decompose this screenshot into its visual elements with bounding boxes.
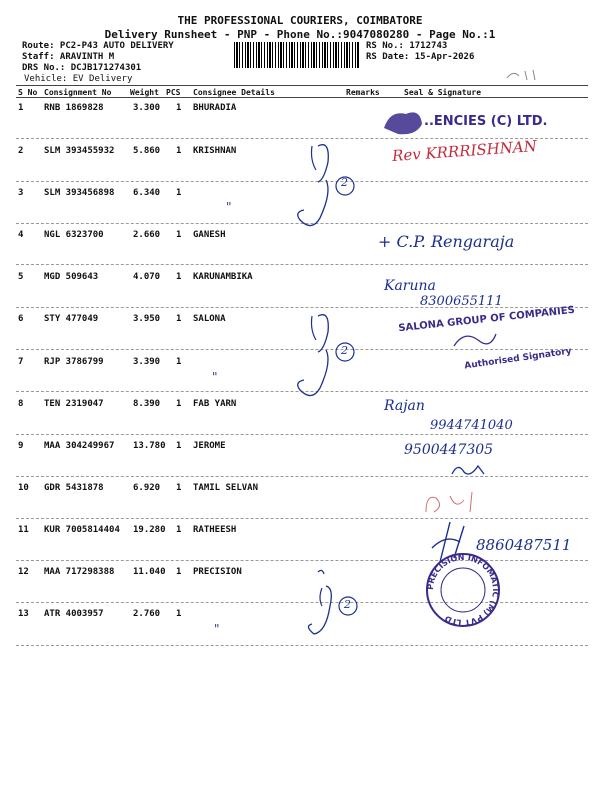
row-weight: 2.760 <box>133 609 161 619</box>
row-sno: 10 <box>18 483 29 493</box>
row-consignment: RJP 3786799 <box>44 357 104 367</box>
row-consignment: MAA 717298388 <box>44 567 115 577</box>
col-pcs: PCS <box>166 88 181 97</box>
row-weight: 2.660 <box>133 230 161 240</box>
row-pcs: 1 <box>176 483 182 493</box>
route-label: Route: PC2-P43 AUTO DELIVERY <box>22 41 174 51</box>
row-sno: 5 <box>18 272 24 282</box>
row-consignment: RNB 1869828 <box>44 103 104 113</box>
row-weight: 13.780 <box>133 441 166 451</box>
row-sno: 2 <box>18 146 24 156</box>
row-consignee: TAMIL SELVAN <box>193 483 259 493</box>
row-weight: 6.340 <box>133 188 161 198</box>
signature-row2: Rev KRRRISHNAN <box>391 136 538 166</box>
row-consignment: NGL 6323700 <box>44 230 104 240</box>
vehicle-label: Vehicle: EV Delivery <box>24 74 133 84</box>
row-consignee: RATHEESH <box>193 525 237 535</box>
row-consignee: BHURADIA <box>193 103 237 113</box>
row-consignment: SLM 393456898 <box>44 188 115 198</box>
row-sno: 11 <box>18 525 29 535</box>
row-consignment: MGD 509643 <box>44 272 99 282</box>
salona-stamp: SALONA GROUP OF COMPANIES <box>397 304 576 335</box>
row-consignee: GANESH <box>193 230 226 240</box>
row-weight: 3.950 <box>133 314 161 324</box>
row-weight: 5.860 <box>133 146 161 156</box>
rs-date: RS Date: 15-Apr-2026 <box>366 52 475 62</box>
col-weight: Weight <box>130 88 159 97</box>
signature-row10 <box>420 486 500 522</box>
row-pcs: 1 <box>176 272 182 282</box>
row-consignment: TEN 2319047 <box>44 399 104 409</box>
row-consignee: PRECISION <box>193 567 242 577</box>
row-weight: 4.070 <box>133 272 161 282</box>
precision-stamp-text: PRECISION INFOMATIC (M) PVT LTD <box>425 552 501 628</box>
table-top-rule <box>16 85 588 86</box>
col-sno: S No <box>18 88 38 97</box>
row-pcs: 1 <box>176 188 182 198</box>
row-pcs: 1 <box>176 146 182 156</box>
ditto-mark-row7: " <box>212 370 218 384</box>
row-weight: 8.390 <box>133 399 161 409</box>
col-remarks: Remarks <box>346 88 380 97</box>
signature-row9-phone: 9500447305 <box>404 442 494 458</box>
row-pcs: 1 <box>176 525 182 535</box>
row-sno: 9 <box>18 441 24 451</box>
row-sno: 12 <box>18 567 29 577</box>
table-header-rule <box>16 97 588 98</box>
stamp-row1-text: ..ENCIES (C) LTD. <box>424 114 548 129</box>
row-sno: 13 <box>18 609 29 619</box>
row-weight: 3.300 <box>133 103 161 113</box>
circled-number-row2: 2 <box>341 176 348 189</box>
row-sno: 1 <box>18 103 24 113</box>
agent-signature-rows12-13 <box>300 566 370 650</box>
signature-row5-name: Karuna <box>384 278 436 294</box>
salona-signature <box>450 326 500 356</box>
company-title: THE PROFESSIONAL COURIERS, COIMBATORE <box>177 14 423 27</box>
col-consignee: Consignee Details <box>193 88 275 97</box>
agent-signature-rows6-7 <box>290 310 360 410</box>
row-weight: 3.390 <box>133 357 161 367</box>
row-pcs: 1 <box>176 314 182 324</box>
row-pcs: 1 <box>176 103 182 113</box>
signature-row9-mark <box>448 460 498 480</box>
row-consignment: GDR 5431878 <box>44 483 104 493</box>
row-divider <box>16 264 588 265</box>
row-pcs: 1 <box>176 567 182 577</box>
row-consignment: SLM 393455932 <box>44 146 115 156</box>
agent-signature-rows2-3 <box>290 140 360 240</box>
signature-row4: + C.P. Rengaraja <box>378 232 515 251</box>
authorised-signatory-stamp: Authorised Signatory <box>463 346 573 372</box>
circled-number-row6: 2 <box>341 344 348 357</box>
row-weight: 19.280 <box>133 525 166 535</box>
tick-mark <box>505 68 545 82</box>
row-consignment: KUR 7005814404 <box>44 525 120 535</box>
row-sno: 3 <box>18 188 24 198</box>
rs-number: RS No.: 1712743 <box>366 41 448 51</box>
row-consignee: KRISHNAN <box>193 146 237 156</box>
row-pcs: 1 <box>176 441 182 451</box>
signature-row8-phone: 9944741040 <box>430 418 513 433</box>
row-sno: 8 <box>18 399 24 409</box>
precision-round-stamp <box>420 550 506 630</box>
row-consignee: FAB YARN <box>193 399 237 409</box>
row-consignee: SALONA <box>193 314 226 324</box>
runsheet-subtitle: Delivery Runsheet - PNP - Phone No.:9047080280 - Page No.:1 <box>104 28 496 41</box>
col-consignment: Consignment No <box>44 88 112 97</box>
row-pcs: 1 <box>176 399 182 409</box>
signature-row11-phone: 8860487511 <box>476 536 572 554</box>
signature-row5-phone: 8300655111 <box>420 294 503 309</box>
row-divider <box>16 476 588 477</box>
row-consignee: KARUNAMBIKA <box>193 272 253 282</box>
row-weight: 11.040 <box>133 567 166 577</box>
ditto-mark-row13: " <box>214 622 220 636</box>
circled-number-row12: 2 <box>344 598 351 611</box>
drs-label: DRS No.: DCJB171274301 <box>22 63 142 73</box>
row-sno: 4 <box>18 230 24 240</box>
row-pcs: 1 <box>176 357 182 367</box>
row-consignment: MAA 304249967 <box>44 441 115 451</box>
row-divider <box>16 434 588 435</box>
row-consignment: ATR 4003957 <box>44 609 104 619</box>
staff-label: Staff: ARAVINTH M <box>22 52 115 62</box>
ditto-mark-row3: " <box>226 200 232 214</box>
col-seal-signature: Seal & Signature <box>404 88 482 97</box>
row-pcs: 1 <box>176 609 182 619</box>
row-weight: 6.920 <box>133 483 161 493</box>
row-consignment: STY 477049 <box>44 314 99 324</box>
row-divider <box>16 518 588 519</box>
row-consignee: JEROME <box>193 441 226 451</box>
row-pcs: 1 <box>176 230 182 240</box>
row-sno: 6 <box>18 314 24 324</box>
signature-row8-name: Rajan <box>384 398 425 414</box>
barcode <box>234 42 360 68</box>
row-sno: 7 <box>18 357 24 367</box>
